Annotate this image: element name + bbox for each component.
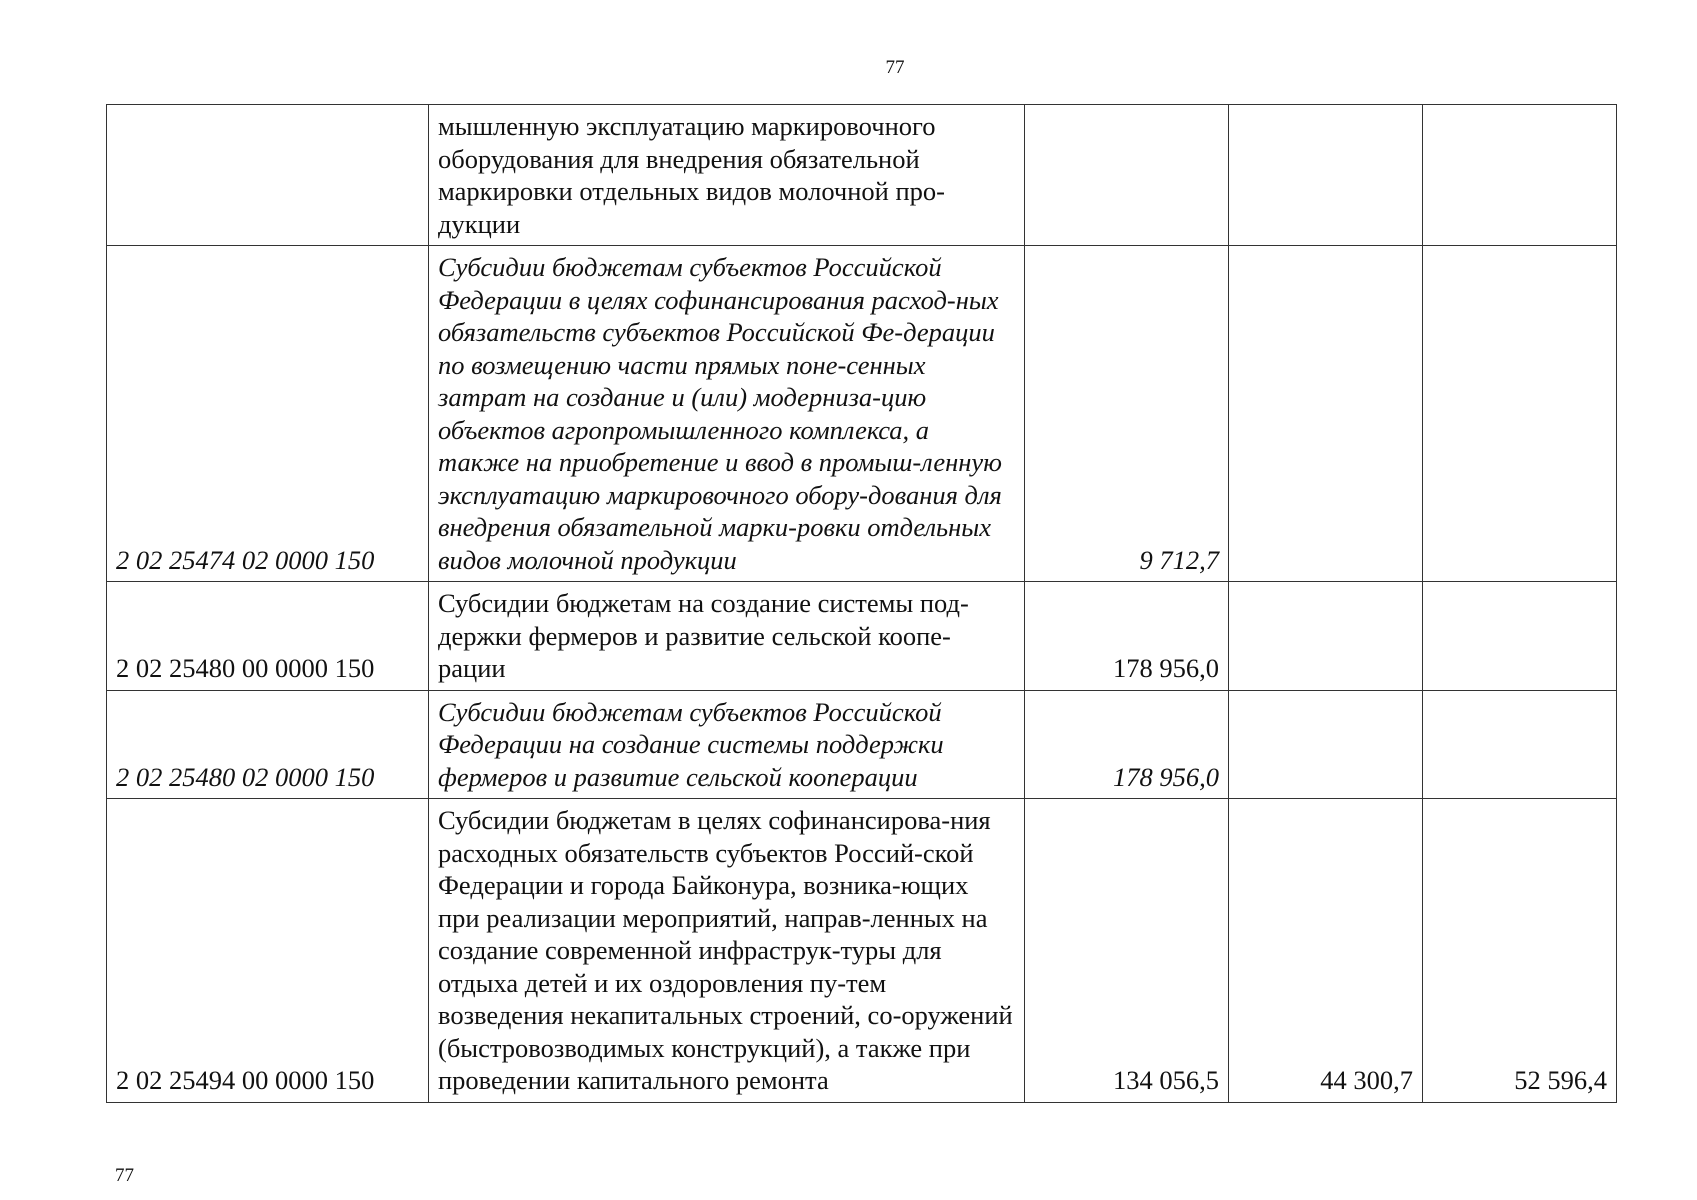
page-number-bottom: 77 — [115, 1165, 134, 1186]
description-text: Субсидии бюджетам субъектов Российской Федерации в целях софинансирования расход-ных обязательств субъектов Российской Фе-дерации по возмещению части прямых поне-сенных затрат на создание и (или) модерниза-цию объектов агропромышленного комплекса, а также на приобретение и ввод в промыш-ленную эксплуатацию маркировочного обору-дования для внедрения обязательной марки-ровки отдельных видов молочной продукции — [438, 252, 1002, 575]
cell-value-2 — [1229, 690, 1423, 799]
description-text: Субсидии бюджетам на создание системы под-держки фермеров и развитие сельской коопе-рации — [438, 588, 969, 683]
table-row — [107, 582, 1617, 691]
cell-value-1: 178 956,0 — [1025, 582, 1229, 691]
cell-value-2 — [1229, 582, 1423, 691]
table-row — [107, 105, 1617, 246]
cell-description — [429, 105, 1025, 246]
cell-code: 2 02 25474 02 0000 150 — [107, 246, 429, 582]
table-row — [107, 690, 1617, 799]
cell-value-3 — [1423, 246, 1617, 582]
cell-value-3 — [1423, 105, 1617, 246]
cell-description — [429, 799, 1025, 1103]
cell-description — [429, 690, 1025, 799]
cell-code — [107, 105, 429, 246]
budget-table — [106, 104, 1617, 1103]
cell-value-3: 52 596,4 — [1423, 799, 1617, 1103]
description-text: Субсидии бюджетам субъектов Российской Федерации на создание системы поддержки фермеров и развитие сельской кооперации — [438, 696, 944, 792]
cell-value-2: 44 300,7 — [1229, 799, 1423, 1103]
cell-value-1 — [1025, 105, 1229, 246]
table-row — [107, 799, 1617, 1103]
cell-value-1: 9 712,7 — [1025, 246, 1229, 582]
cell-value-2 — [1229, 246, 1423, 582]
page-number-top: 77 — [885, 57, 905, 78]
description-text: Субсидии бюджетам в целях софинансирова-ния расходных обязательств субъектов Россий-ской Федерации и города Байконура, возника-ющих при реализации мероприятий, направ-ленных на создание современной инфраструк-туры для отдыха детей и их оздоровления пу-тем возведения некапитальных строений, со-оружений (быстровозводимых конструкций), а также при проведении капитального ремонта — [438, 805, 1013, 1095]
cell-description — [429, 246, 1025, 582]
cell-value-1: 178 956,0 — [1025, 690, 1229, 799]
cell-value-3 — [1423, 582, 1617, 691]
description-text: мышленную эксплуатацию маркировочного оборудования для внедрения обязательной маркировки отдельных видов молочной про-дукции — [438, 111, 945, 239]
cell-value-3 — [1423, 690, 1617, 799]
cell-code: 2 02 25480 00 0000 150 — [107, 582, 429, 691]
table-row — [107, 246, 1617, 582]
cell-description — [429, 582, 1025, 691]
cell-value-1: 134 056,5 — [1025, 799, 1229, 1103]
cell-code: 2 02 25494 00 0000 150 — [107, 799, 429, 1103]
cell-value-2 — [1229, 105, 1423, 246]
cell-code: 2 02 25480 02 0000 150 — [107, 690, 429, 799]
